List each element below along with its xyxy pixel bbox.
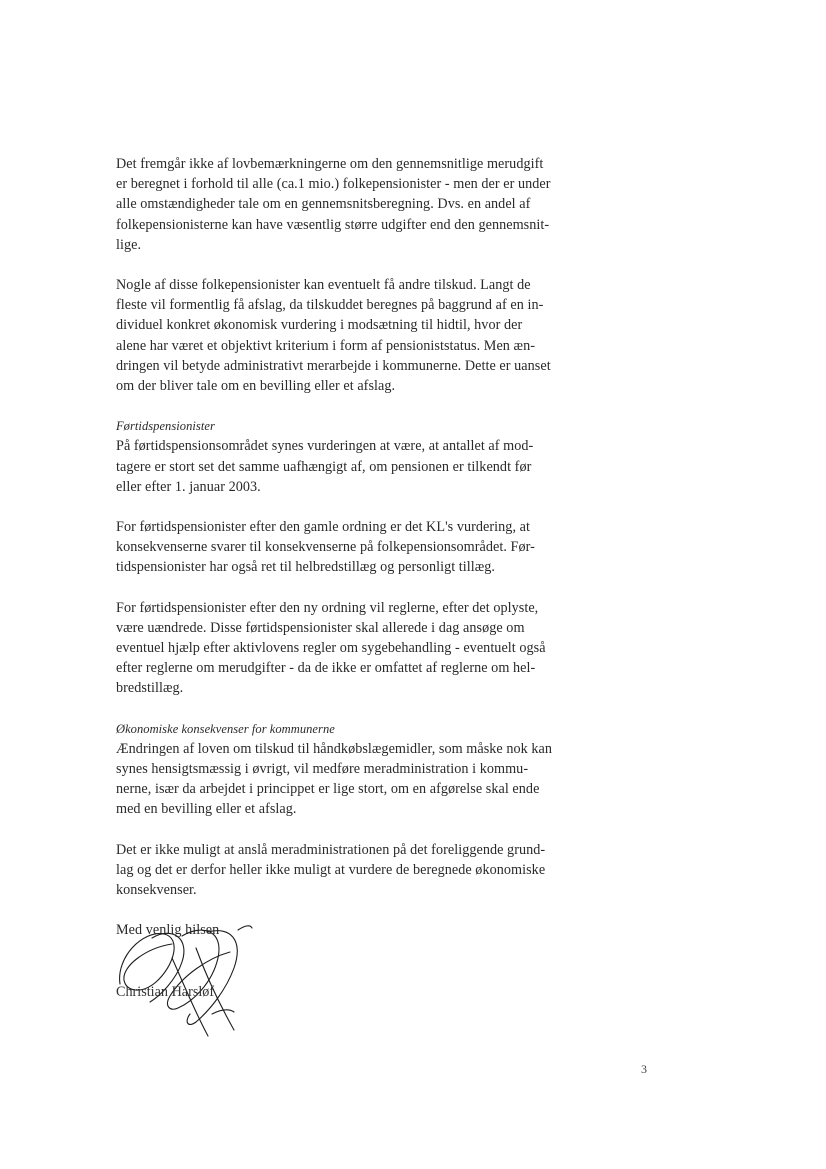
text-line: er beregnet i forhold til alle (ca.1 mio.) folkepensionister - men der er under — [116, 176, 551, 193]
text-line: Nogle af disse folkepensionister kan eventuelt få andre tilskud. Langt de — [116, 277, 531, 294]
section-heading: Førtidspensionister — [116, 419, 215, 434]
text-line: Det er ikke muligt at anslå meradministrationen på det foreliggende grund- — [116, 841, 546, 858]
letter-body — [116, 154, 606, 941]
text-line: Ændringen af loven om tilskud til håndkøbslægemidler, som måske nok kan — [116, 740, 553, 757]
section-heading: Økonomiske konsekvenser for kommunerne — [116, 721, 335, 736]
paragraph-average-expense — [116, 154, 606, 255]
text-line: om der bliver tale om en bevilling eller et afslag. — [116, 378, 396, 395]
closing-greeting: Med venlig hilsen — [116, 922, 220, 939]
text-line: folkepensionisterne kan have væsentlig større udgifter end den gennemsnit- — [116, 216, 550, 233]
paragraph-fortidspensionister — [116, 416, 606, 497]
text-line: dividuel konkret økonomisk vurdering i modsætning til hidtil, hvor der — [116, 317, 523, 334]
text-line: tidspensionister har også ret til helbredstillæg og personligt tillæg. — [116, 559, 496, 576]
signature-block — [112, 918, 262, 1038]
text-line: For førtidspensionister efter den gamle ordning er det KL's vurdering, at — [116, 519, 530, 536]
text-line: fleste vil formentlig få afslag, da tilskuddet beregnes på baggrund af en in- — [116, 297, 544, 314]
paragraph-new-scheme — [116, 598, 606, 699]
text-line: eventuel hjælp efter aktivlovens regler om sygebehandling - eventuelt også — [116, 640, 546, 657]
page-number: 3 — [641, 1062, 647, 1076]
handwritten-signature — [112, 918, 262, 1038]
text-line: konsekvenserne svarer til konsekvenserne på folkepensionsområdet. Før- — [116, 539, 535, 556]
text-line: konsekvenser. — [116, 882, 197, 899]
text-line: lige. — [116, 236, 142, 253]
text-line: synes hensigtsmæssig i øvrigt, vil medføre meradministration i kommu- — [116, 761, 529, 778]
text-line: For førtidspensionister efter den ny ordning vil reglerne, efter det oplyste, — [116, 599, 539, 616]
text-line: Det fremgår ikke af lovbemærkningerne om den gennemsnitlige merudgift — [116, 156, 544, 172]
paragraph-old-scheme — [116, 517, 606, 578]
text-line: efter reglerne om merudgifter - da de ikke er omfattet af reglerne om hel- — [116, 660, 536, 677]
text-line: eller efter 1. januar 2003. — [116, 478, 261, 495]
paragraph-other-subsidies — [116, 275, 606, 396]
text-line: nerne, især da arbejdet i princippet er lige stort, om en afgørelse skal ende — [116, 781, 540, 798]
text-line: med en bevilling eller et afslag. — [116, 801, 297, 818]
text-line: lag og det er derfor heller ikke muligt at vurdere de beregnede økonomiske — [116, 861, 546, 878]
text-line: tagere er stort set det samme uafhængigt af, om pensionen er tilkendt før — [116, 458, 532, 475]
text-line: være uændrede. Disse førtidspensionister skal allerede i dag ansøge om — [116, 619, 525, 636]
text-line: På førtidspensionsområdet synes vurderingen at være, at antallet af mod- — [116, 438, 534, 455]
text-line: dringen vil betyde administrativt merarbejde i kommunerne. Dette er uanset — [116, 357, 551, 374]
paragraph-estimate — [116, 840, 606, 901]
signer-name: Christian Harsløf — [116, 984, 215, 1000]
text-line: bredstillæg. — [116, 680, 184, 697]
paragraph-economic-consequences — [116, 719, 606, 820]
text-line: alle omstændigheder tale om en gennemsnitsberegning. Dvs. en andel af — [116, 196, 531, 213]
text-line: alene har været et objektivt kriterium i form af pensioniststatus. Men æn- — [116, 337, 535, 354]
